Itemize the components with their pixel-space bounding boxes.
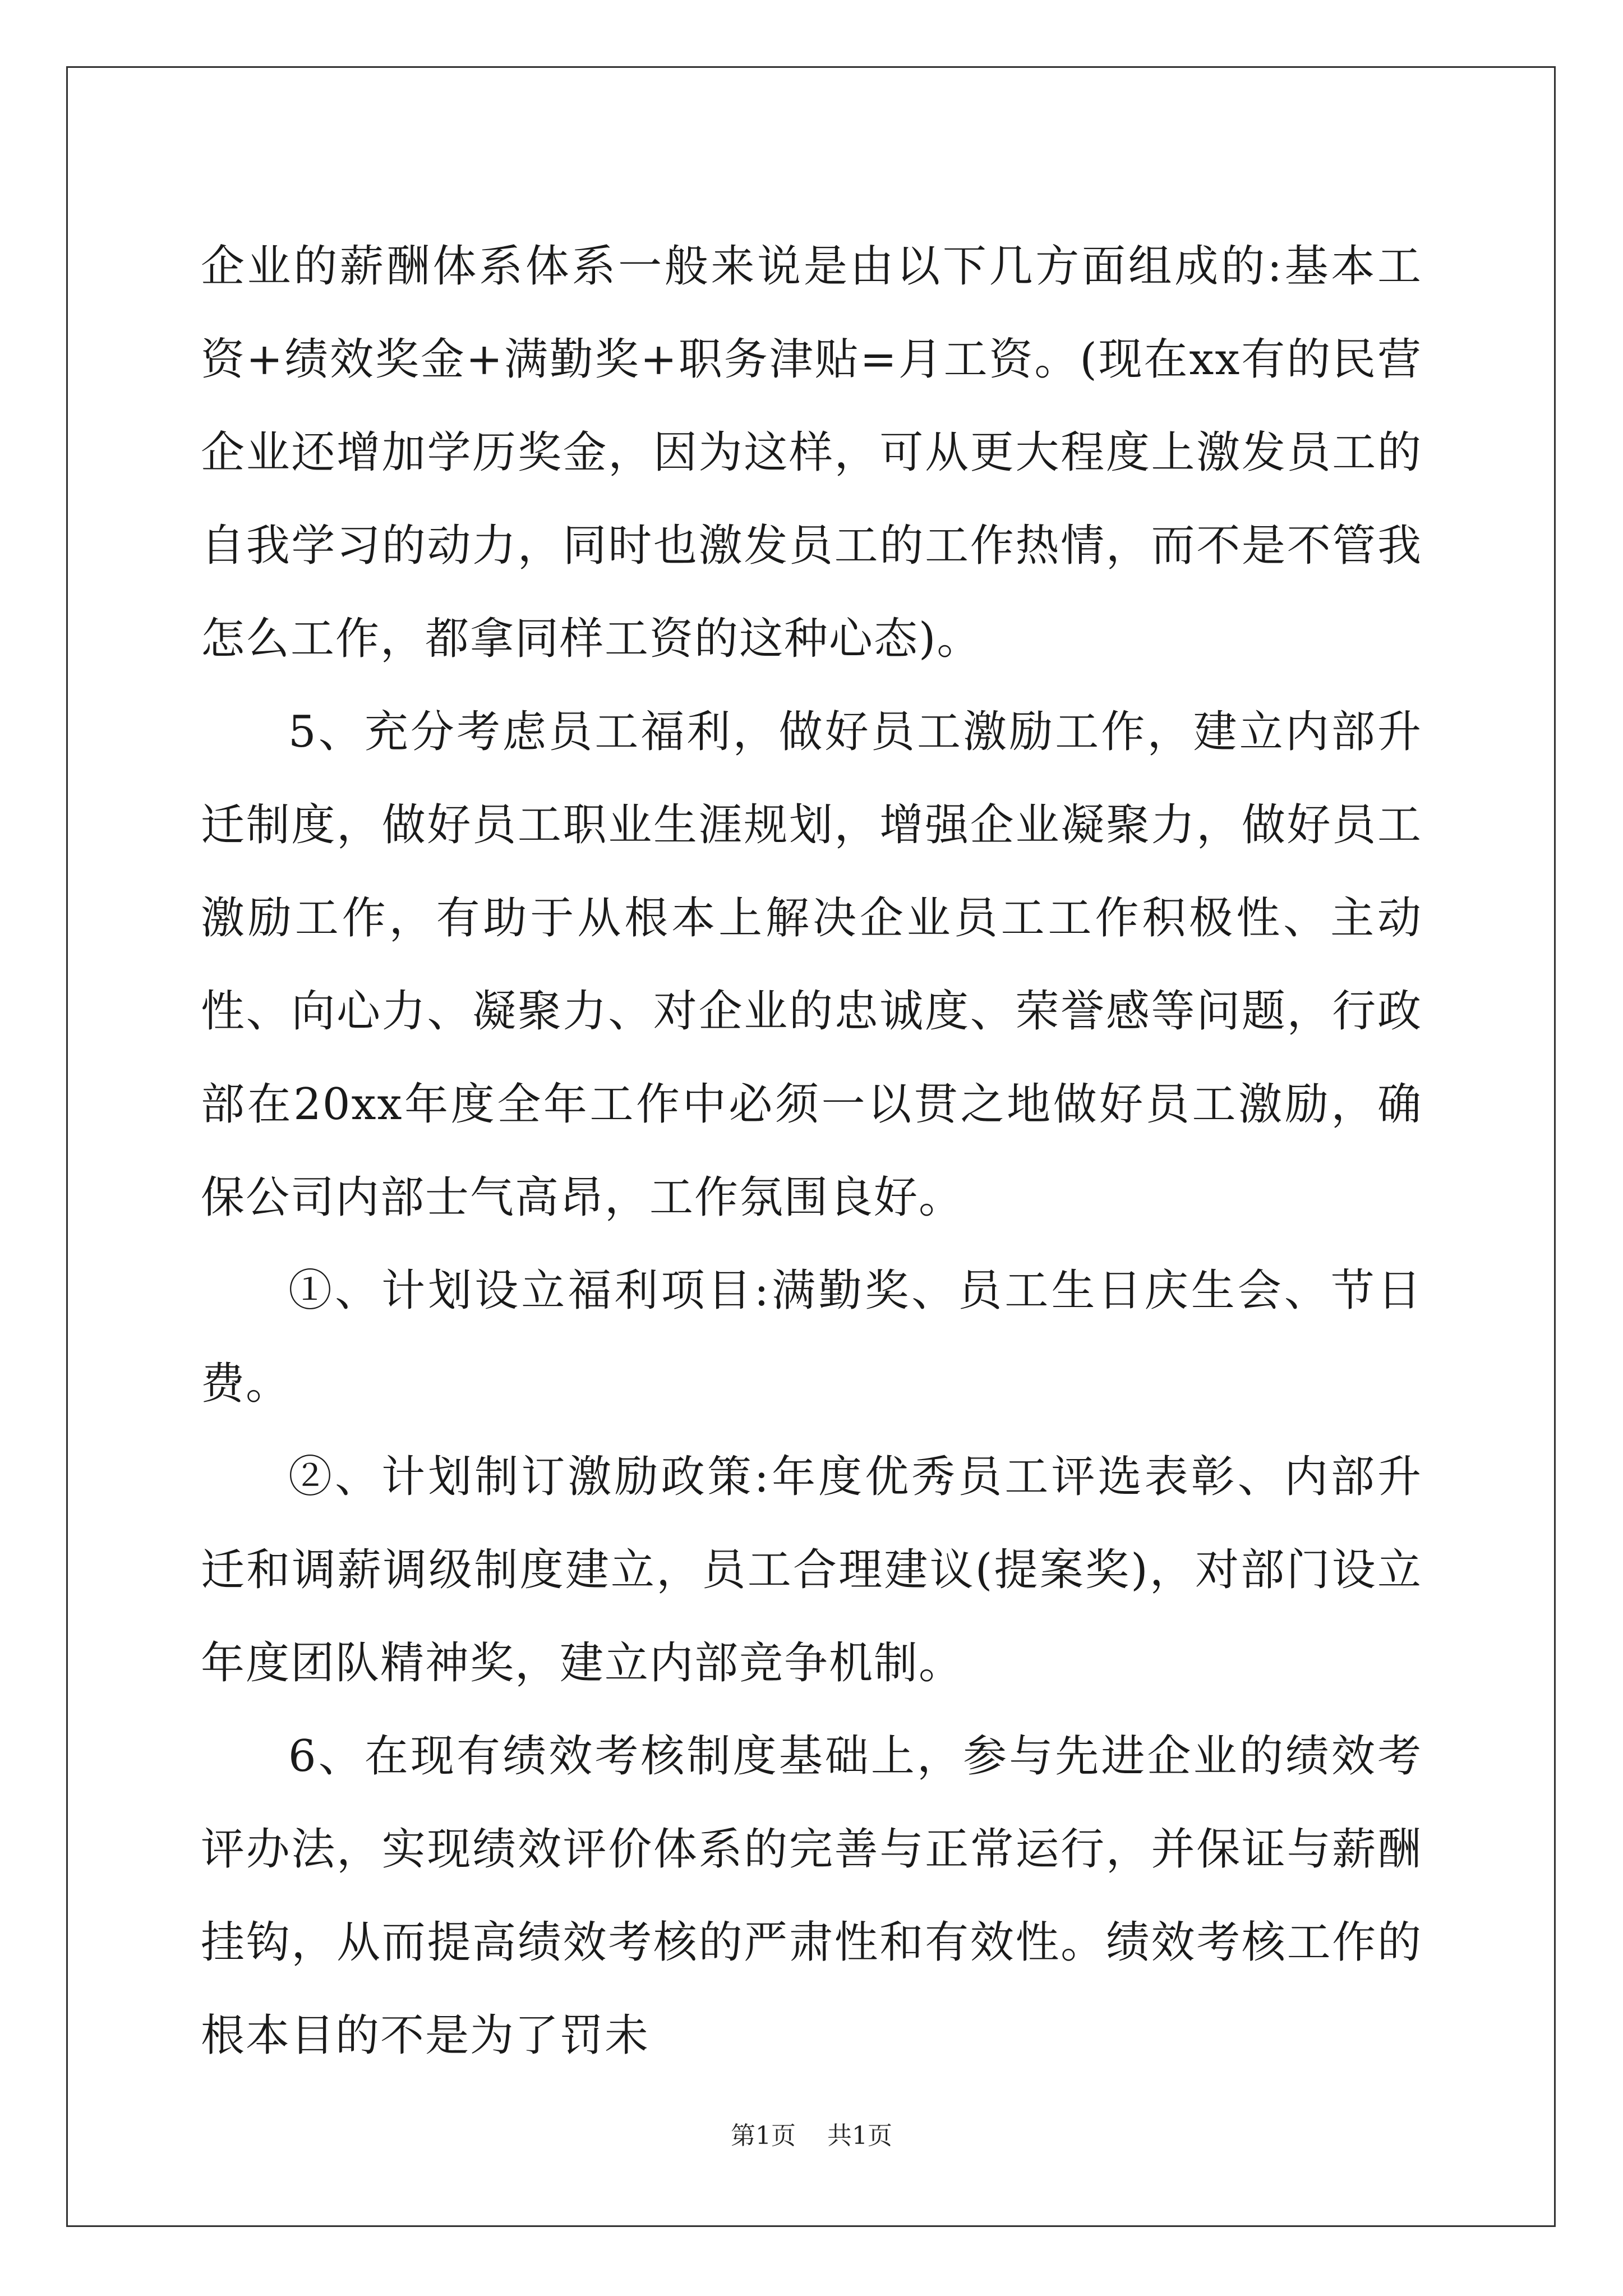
document-body	[201, 220, 1422, 2082]
paragraph-performance-review: 6、在现有绩效考核制度基础上，参与先进企业的绩效考评办法，实现绩效评价体系的完善与正常运行，并保证与薪酬挂钩，从而提高绩效考核的严肃性和有效性。绩效考核工作的根本目的不是为了罚未	[201, 1731, 1422, 2061]
page-footer	[0, 2119, 1623, 2153]
paragraph-salary-system: 企业的薪酬体系体系一般来说是由以下几方面组成的:基本工资+绩效奖金+满勤奖+职务津贴=月工资。(现在xx有的民营企业还增加学历奖金，因为这样，可从更大程度上激发员工的自我学习的动力，同时也激发员工的工作热情，而不是不管我怎么工作，都拿同样工资的这种心态)。	[201, 241, 1422, 664]
paragraph-welfare-items: ①、计划设立福利项目:满勤奖、员工生日庆生会、节日费。	[201, 1266, 1422, 1409]
paragraph-incentive-policy: ②、计划制订激励政策:年度优秀员工评选表彰、内部升迁和调薪调级制度建立，员工合理建议(提案奖)，对部门设立年度团队精神奖，建立内部竞争机制。	[201, 1452, 1422, 1688]
paragraph-employee-welfare: 5、充分考虑员工福利，做好员工激励工作，建立内部升迁制度，做好员工职业生涯规划，增强企业凝聚力，做好员工激励工作，有助于从根本上解决企业员工工作积极性、主动性、向心力、凝聚力、对企业的忠诚度、荣誉感等问题，行政部在20xx年度全年工作中必须一以贯之地做好员工激励，确保公司内部士气高昂，工作氛围良好。	[201, 707, 1422, 1223]
page-number: 第1页	[731, 2122, 796, 2150]
page-total: 共1页	[827, 2122, 892, 2150]
